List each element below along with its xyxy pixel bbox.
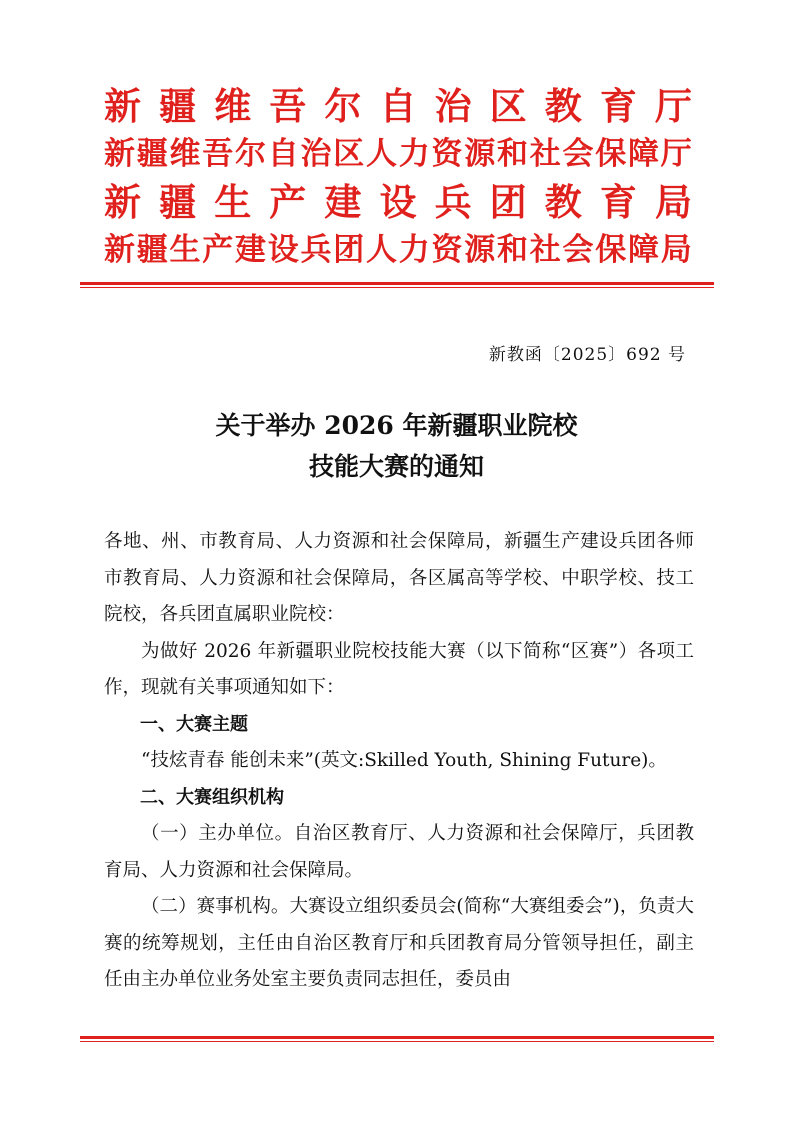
- masthead-char: 吾: [269, 84, 307, 128]
- masthead-char: 自: [267, 136, 299, 172]
- masthead-char: 源: [464, 232, 496, 268]
- footer-divider: [80, 1036, 714, 1039]
- masthead-char: 社: [529, 136, 561, 172]
- masthead-char: 团: [489, 180, 527, 224]
- masthead-char: 尔: [324, 84, 362, 128]
- organizer-paragraph: [104, 816, 694, 889]
- masthead-char: 力: [398, 136, 430, 172]
- masthead-char: 会: [562, 232, 594, 268]
- organizer-label: （一）主办单位。: [141, 823, 294, 844]
- masthead-char: 疆: [159, 84, 197, 128]
- masthead-char: 资: [431, 232, 463, 268]
- masthead-char: 障: [628, 136, 659, 172]
- masthead-char: 设: [379, 180, 417, 224]
- masthead-char: 疆: [136, 136, 168, 172]
- masthead-char: 新: [104, 232, 135, 268]
- masthead-char: 人: [366, 136, 397, 172]
- masthead-char: 区: [489, 84, 527, 128]
- masthead-char: 局: [654, 180, 692, 224]
- event-body-paragraph: [104, 889, 694, 999]
- recipients-paragraph: 各地、州、市教育局、人力资源和社会保障局，新疆生产建设兵团各师市教育局、人力资源和社会保障局，各区属高等学校、中职学校、技工院校，各兵团直属职业院校：: [104, 531, 694, 625]
- masthead-char: 设: [267, 232, 299, 268]
- red-masthead: [104, 82, 692, 274]
- masthead-line-1: [104, 82, 692, 130]
- intro-paragraph: 为做好 2026 年新疆职业院校技能大赛（以下简称“区赛”）各项工作，现就有关事项通知如下：: [104, 640, 694, 698]
- masthead-char: 资: [431, 136, 463, 172]
- masthead-char: 兵: [434, 180, 472, 224]
- masthead-char: 和: [497, 232, 528, 268]
- masthead-char: 维: [169, 136, 201, 172]
- organizer-text: 自治区教育厅、人力资源和社会保障厅，兵团教育局、人力资源和社会保障局。: [104, 823, 694, 881]
- masthead-line-4: [104, 226, 692, 274]
- masthead-line-3: [104, 178, 692, 226]
- masthead-char: 保: [595, 232, 627, 268]
- event-body-text: 大赛设立组织委员会(简称“大赛组委会”)，负责大赛的统筹规划，主任由自治区教育厅和兵团教育局分管领导担任，副主任由主办单位业务处室主要负责同志担任，委员由: [104, 896, 694, 990]
- masthead-char: 兵: [300, 232, 332, 268]
- masthead-char: 生: [169, 232, 201, 268]
- masthead-line-2: [104, 130, 692, 178]
- masthead-char: 疆: [136, 232, 168, 268]
- masthead-char: 治: [300, 136, 332, 172]
- masthead-char: 厅: [660, 136, 692, 172]
- section-heading-theme: 一、大赛主题: [140, 713, 248, 735]
- document-body: [104, 524, 694, 999]
- masthead-char: 力: [398, 232, 430, 268]
- masthead-char: 尔: [235, 136, 266, 172]
- footer-divider-thin: [80, 1041, 714, 1042]
- masthead-char: 产: [202, 232, 234, 268]
- masthead-char: 保: [595, 136, 627, 172]
- document-title: [0, 405, 793, 487]
- masthead-char: 产: [269, 180, 307, 224]
- event-body-label: （二）赛事机构。: [141, 896, 290, 917]
- masthead-char: 生: [214, 180, 252, 224]
- masthead-char: 源: [464, 136, 496, 172]
- title-line-2: 技能大赛的通知: [308, 452, 484, 481]
- masthead-char: 区: [333, 136, 365, 172]
- masthead-char: 障: [628, 232, 659, 268]
- masthead-char: 和: [497, 136, 528, 172]
- masthead-char: 人: [366, 232, 397, 268]
- masthead-divider: [80, 282, 714, 285]
- masthead-char: 社: [529, 232, 561, 268]
- section-heading-organization: 二、大赛组织机构: [140, 786, 284, 808]
- masthead-char: 疆: [159, 180, 197, 224]
- masthead-char: 建: [324, 180, 362, 224]
- masthead-char: 厅: [654, 84, 692, 128]
- masthead-char: 自: [379, 84, 417, 128]
- masthead-char: 新: [104, 180, 141, 224]
- masthead-char: 维: [214, 84, 252, 128]
- masthead-char: 团: [333, 232, 365, 268]
- masthead-char: 新: [104, 136, 135, 172]
- masthead-char: 育: [599, 84, 637, 128]
- theme-paragraph: “技炫青春 能创未来”(英文:Skilled Youth, Shining Future)。: [141, 750, 667, 771]
- masthead-char: 教: [544, 180, 582, 224]
- masthead-char: 教: [544, 84, 582, 128]
- title-line-1: 关于举办 2026 年新疆职业院校: [215, 411, 578, 440]
- masthead-char: 新: [104, 84, 141, 128]
- document-number: 新教函〔2025〕692 号: [488, 345, 686, 365]
- masthead-divider-thin: [80, 287, 714, 288]
- masthead-char: 吾: [202, 136, 234, 172]
- masthead-char: 治: [434, 84, 472, 128]
- masthead-char: 会: [562, 136, 594, 172]
- masthead-char: 局: [660, 232, 692, 268]
- masthead-char: 建: [235, 232, 266, 268]
- masthead-char: 育: [599, 180, 637, 224]
